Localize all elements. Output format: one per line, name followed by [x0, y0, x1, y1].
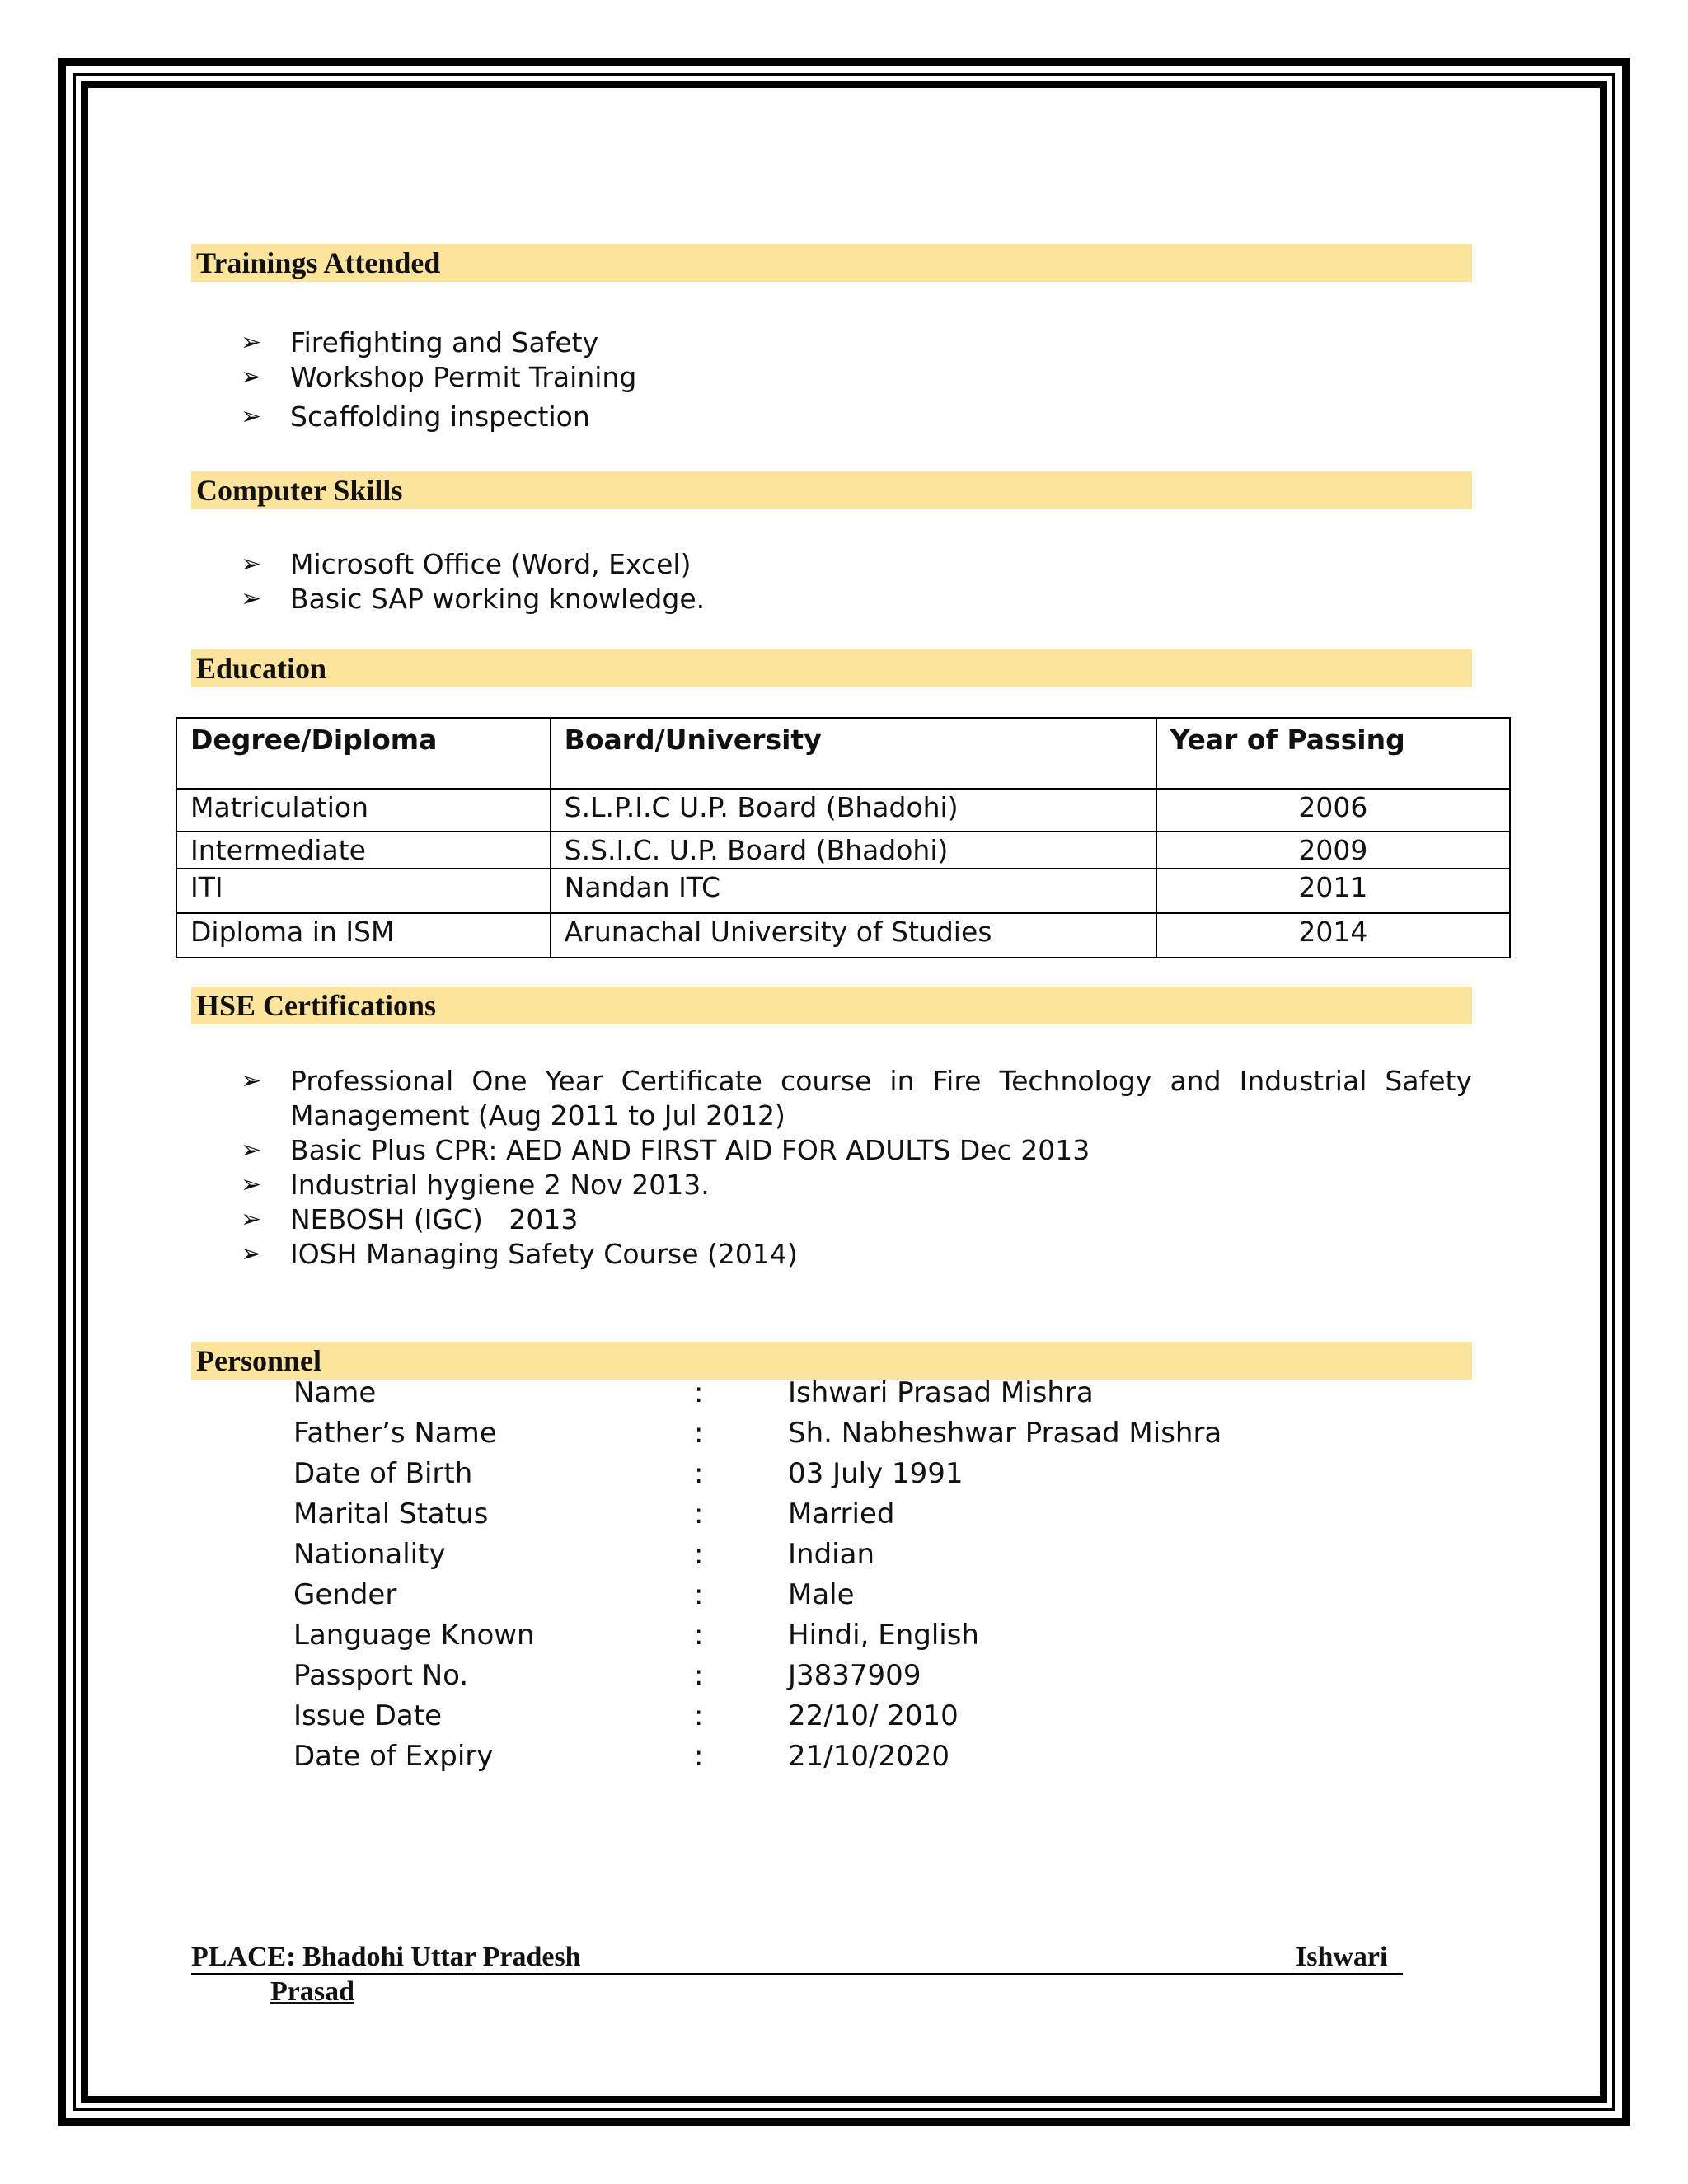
- arrow-bullet-icon: ➢: [241, 402, 262, 431]
- column-header: Degree/Diploma: [176, 718, 551, 789]
- table-cell: 2006: [1156, 789, 1510, 832]
- personal-row-marital: Marital Status : Married: [293, 1497, 895, 1530]
- list-item: ➢ Workshop Permit Training: [241, 361, 637, 393]
- arrow-bullet-icon: ➢: [241, 1136, 262, 1165]
- table-cell: Nandan ITC: [551, 869, 1156, 913]
- signature-name-line1: Ishwari: [1296, 1942, 1388, 1972]
- list-item: ➢ NEBOSH (IGC) 2013: [241, 1203, 579, 1235]
- table-row: [176, 789, 1510, 832]
- personal-row-name: Name : Ishwari Prasad Mishra: [293, 1376, 1094, 1409]
- table-cell: Matriculation: [176, 789, 551, 832]
- trainings-list: [241, 326, 636, 434]
- place-text: PLACE: Bhadohi Uttar Pradesh: [191, 1942, 581, 1972]
- arrow-bullet-icon: ➢: [241, 584, 262, 613]
- table-cell: Diploma in ISM: [176, 913, 551, 958]
- column-header: Board/University: [551, 718, 1156, 789]
- table-cell: 2011: [1156, 869, 1510, 913]
- list-item: ➢ IOSH Managing Safety Course (2014): [241, 1238, 798, 1270]
- section-title: Personnel: [196, 1344, 321, 1377]
- list-item: ➢ Microsoft Office (Word, Excel): [241, 548, 692, 580]
- arrow-bullet-icon: ➢: [241, 1205, 262, 1234]
- table-row: [176, 913, 1510, 958]
- section-title: Trainings Attended: [196, 246, 441, 279]
- table-cell: Arunachal University of Studies: [551, 913, 1156, 958]
- table-cell: ITI: [176, 869, 551, 913]
- section-header-personnel: [191, 1342, 1472, 1380]
- section-header-computer-skills: [191, 471, 1472, 509]
- list-item: ➢ Basic SAP working knowledge.: [241, 583, 706, 615]
- personal-row-gender: Gender : Male: [293, 1578, 855, 1611]
- section-title: HSE Certifications: [196, 989, 436, 1022]
- personal-row-expiry: Date of Expiry : 21/10/2020: [293, 1740, 950, 1773]
- arrow-bullet-icon: ➢: [241, 550, 262, 579]
- list-item: ➢ Scaffolding inspection: [241, 401, 590, 433]
- arrow-bullet-icon: ➢: [241, 328, 262, 357]
- signature-name-line2: Prasad: [270, 1976, 354, 2007]
- section-title: Computer Skills: [196, 474, 403, 507]
- table-cell: 2009: [1156, 832, 1510, 869]
- section-title: Education: [196, 652, 327, 685]
- table-cell: 2014: [1156, 913, 1510, 958]
- arrow-bullet-icon: ➢: [241, 363, 262, 391]
- list-item: ➢ Industrial hygiene 2 Nov 2013.: [241, 1169, 710, 1201]
- personal-details: [290, 1376, 1279, 1780]
- arrow-bullet-icon: ➢: [241, 1066, 262, 1095]
- signature-underline: [191, 1973, 1403, 1975]
- list-item: ➢ Basic Plus CPR: AED AND FIRST AID FOR ADULTS Dec 2013: [241, 1134, 1090, 1166]
- hse-list: [241, 1064, 1472, 1272]
- table-cell: S.S.I.C. U.P. Board (Bhadohi): [551, 832, 1156, 869]
- column-header: Year of Passing: [1156, 718, 1510, 789]
- table-row: [176, 869, 1510, 913]
- personal-row-passport: Passport No. : J3837909: [293, 1659, 921, 1692]
- section-header-education: [191, 649, 1472, 687]
- personal-row-dob: Date of Birth : 03 July 1991: [293, 1457, 964, 1490]
- list-item: ➢ Professional One Year Certificate course in Fire Technology and Industrial Safety Management (Aug 2011 to Jul 2012): [241, 1065, 1472, 1132]
- personal-row-language: Language Known : Hindi, English: [293, 1619, 979, 1652]
- computer-skills-list: [241, 547, 705, 616]
- personal-row-nationality: Nationality : Indian: [293, 1538, 874, 1571]
- table-cell: S.L.P.I.C U.P. Board (Bhadohi): [551, 789, 1156, 832]
- personal-row-father: Father’s Name : Sh. Nabheshwar Prasad Mishra: [293, 1417, 1222, 1450]
- personal-row-issue-date: Issue Date : 22/10/ 2010: [293, 1699, 959, 1732]
- section-header-trainings: [191, 244, 1472, 282]
- arrow-bullet-icon: ➢: [241, 1170, 262, 1199]
- education-table: [176, 717, 1511, 958]
- table-cell: Intermediate: [176, 832, 551, 869]
- table-row: [176, 832, 1510, 869]
- arrow-bullet-icon: ➢: [241, 1240, 262, 1268]
- section-header-hse: [191, 987, 1472, 1024]
- list-item: ➢ Firefighting and Safety: [241, 326, 599, 359]
- table-header-row: [176, 718, 1510, 789]
